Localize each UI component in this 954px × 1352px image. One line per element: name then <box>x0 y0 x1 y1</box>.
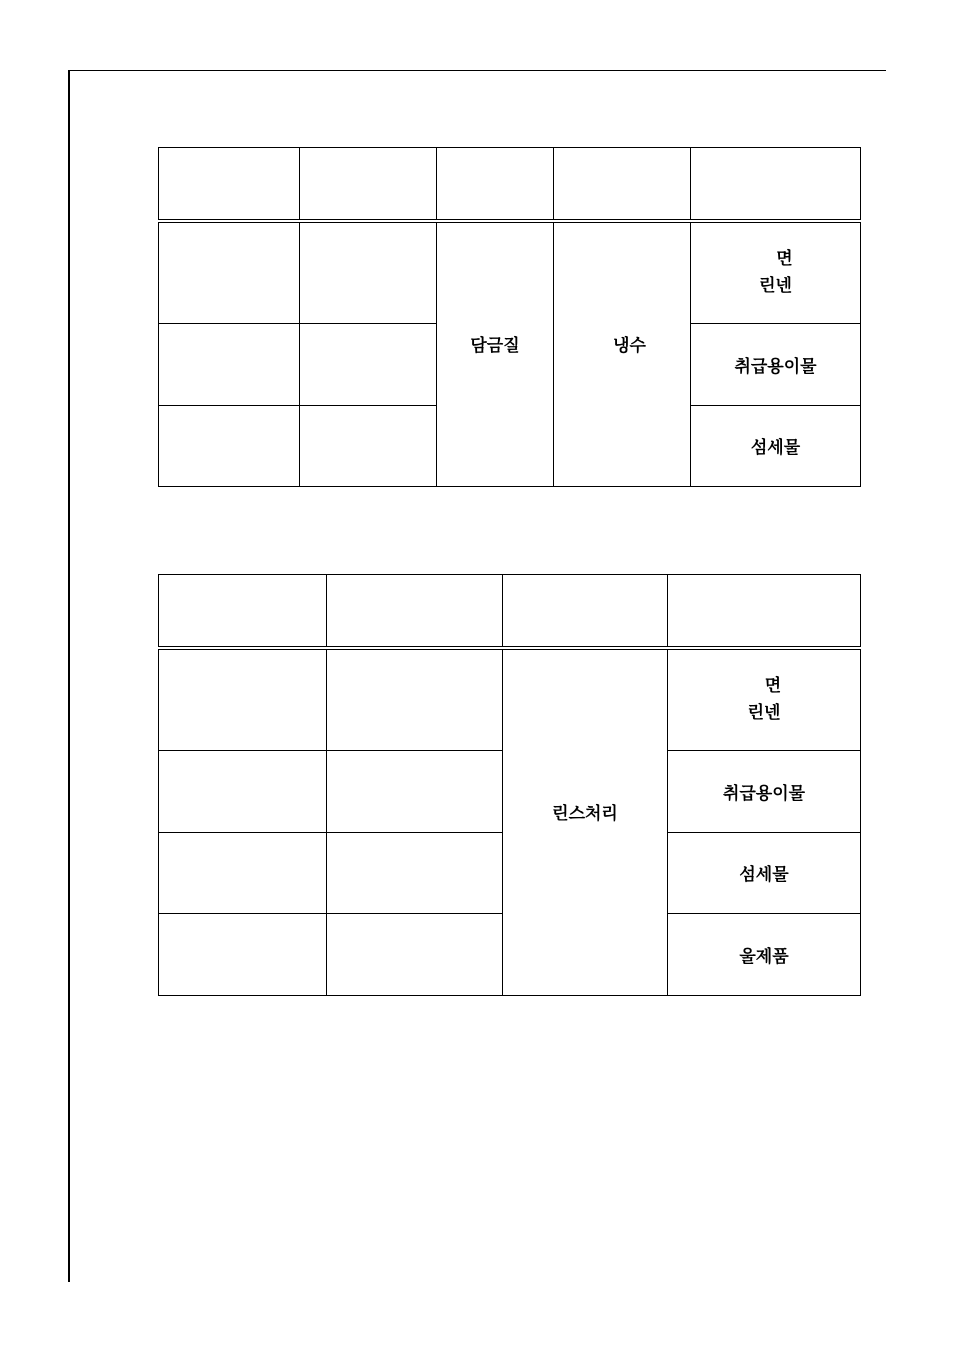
fabric-label: 취급용이물 <box>734 356 817 377</box>
fabric-label: 린넨 <box>759 275 792 296</box>
fabric-label: 린넨 <box>747 702 781 723</box>
table-header-row <box>159 148 861 222</box>
table-cell <box>159 323 300 405</box>
header-cell <box>554 148 691 222</box>
header-cell <box>159 148 300 222</box>
fabric-cell <box>691 405 861 486</box>
fabric-cell <box>668 913 861 995</box>
table-cell <box>159 913 327 995</box>
table-cell <box>327 832 503 913</box>
soak-program-table <box>158 147 861 487</box>
table-cell <box>327 913 503 995</box>
table-cell <box>159 648 327 750</box>
header-cell <box>437 148 554 222</box>
fabric-label: 취급용이물 <box>722 783 806 804</box>
fabric-label: 면 <box>764 675 782 696</box>
table-cell <box>300 323 437 405</box>
table-cell <box>327 750 503 832</box>
table-cell <box>300 405 437 486</box>
fabric-cell <box>668 648 861 750</box>
header-cell <box>327 575 503 649</box>
page-frame-left-rule <box>68 70 70 1282</box>
header-cell <box>668 575 861 649</box>
page-frame-top-rule <box>68 70 886 71</box>
table-cell <box>159 832 327 913</box>
table-row <box>159 648 861 750</box>
table-row <box>159 221 861 323</box>
method-cell: 린스처리 <box>503 648 668 995</box>
table-cell <box>327 648 503 750</box>
header-cell <box>300 148 437 222</box>
table-cell <box>159 405 300 486</box>
fabric-label: 면 <box>776 248 793 269</box>
fabric-label: 섬세물 <box>750 438 801 458</box>
header-cell <box>503 575 668 649</box>
fabric-cell <box>668 750 861 832</box>
fabric-cell <box>668 832 861 913</box>
table-cell <box>159 221 300 323</box>
table-cell <box>159 750 327 832</box>
fabric-cell <box>691 323 861 405</box>
rinse-program-table <box>158 574 861 996</box>
fabric-label: 울제품 <box>739 946 789 967</box>
method-cell: 담금질 <box>437 221 554 486</box>
fabric-label: 섬세물 <box>739 865 789 885</box>
table-header-row <box>159 575 861 649</box>
header-cell <box>159 575 327 649</box>
fabric-cell <box>691 221 861 323</box>
water-temp-cell: 냉수 <box>554 221 691 486</box>
table-cell <box>300 221 437 323</box>
header-cell <box>691 148 861 222</box>
